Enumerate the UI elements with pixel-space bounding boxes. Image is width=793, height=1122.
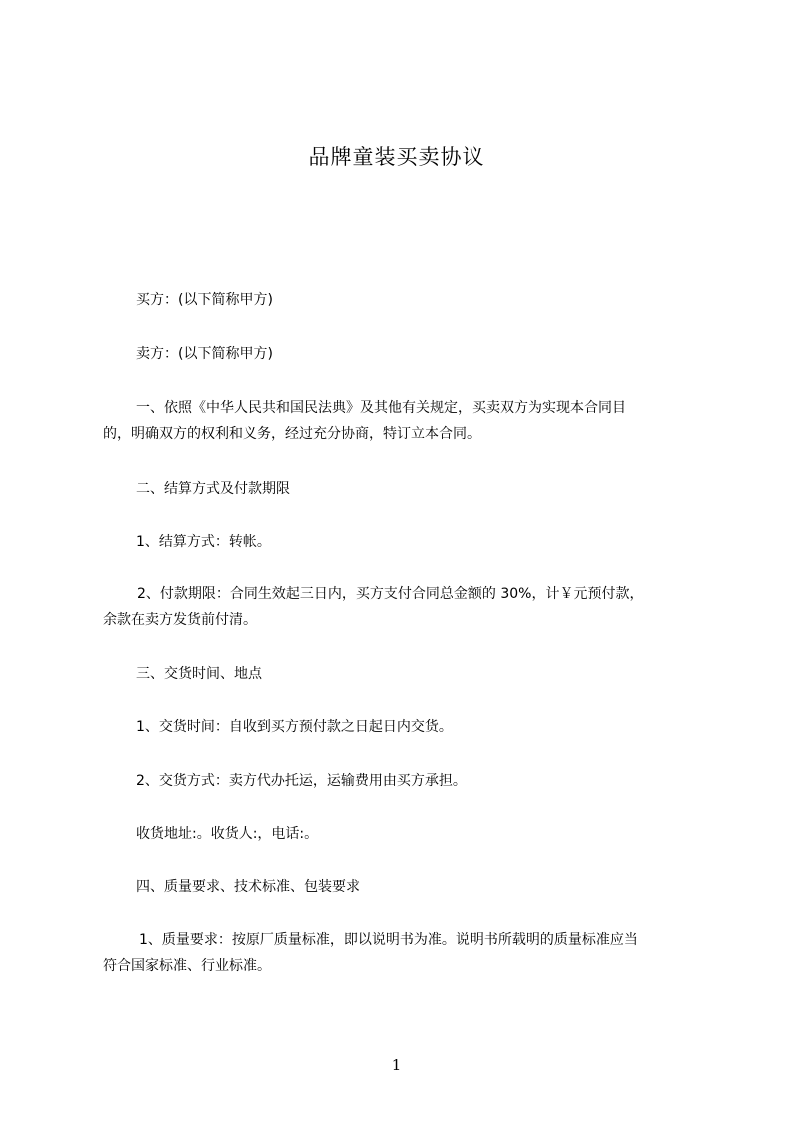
paragraph-text: 卖方：(以下简称甲方) xyxy=(136,346,273,362)
page-number: 1 xyxy=(391,1056,402,1074)
paragraph-text: 二、结算方式及付款期限 xyxy=(136,481,290,497)
paragraph-text: 三、交货时间、地点 xyxy=(136,666,262,682)
paragraph-text: 余款在卖方发货前付清。 xyxy=(103,612,257,628)
paragraph-text: 符合国家标准、行业标准。 xyxy=(103,958,271,974)
paragraph-settlement xyxy=(103,529,693,555)
paragraph-text: 2、付款期限：合同生效起三日内，买方支付合同总金额的 30%，计￥元预付款， xyxy=(137,586,644,602)
paragraph-text: 收货地址:。收货人:，电话:。 xyxy=(136,826,319,842)
paragraph-quality xyxy=(103,927,693,979)
paragraph-text: 1、质量要求：按原厂质量标准，即以说明书为准。说明书所载明的质量标准应当 xyxy=(139,932,638,948)
paragraph-seller xyxy=(103,341,693,367)
paragraph-section-3-heading xyxy=(103,661,693,687)
paragraph-text: 四、质量要求、技术标准、包装要求 xyxy=(136,879,360,895)
paragraph-text: 买方：(以下简称甲方) xyxy=(136,292,273,308)
paragraph-text: 的，明确双方的权利和义务，经过充分协商，特订立本合同。 xyxy=(103,426,481,442)
paragraph-delivery-method xyxy=(103,768,693,794)
paragraph-payment xyxy=(103,581,693,633)
paragraph-text: 1、交货时间：自收到买方预付款之日起日内交货。 xyxy=(136,719,453,735)
paragraph-buyer xyxy=(103,287,693,313)
paragraph-section-1 xyxy=(103,395,693,447)
paragraph-delivery-time xyxy=(103,714,693,740)
paragraph-delivery-address xyxy=(103,821,693,847)
paragraph-text: 一、依照《中华人民共和国民法典》及其他有关规定，买卖双方为实现本合同目 xyxy=(136,400,626,416)
paragraph-text: 1、结算方式：转帐。 xyxy=(136,534,271,550)
paragraph-section-2-heading xyxy=(103,476,693,502)
document-title: 品牌童装买卖协议 xyxy=(308,145,485,169)
paragraph-text: 2、交货方式：卖方代办托运，运输费用由买方承担。 xyxy=(136,773,467,789)
paragraph-section-4-heading xyxy=(103,874,693,900)
